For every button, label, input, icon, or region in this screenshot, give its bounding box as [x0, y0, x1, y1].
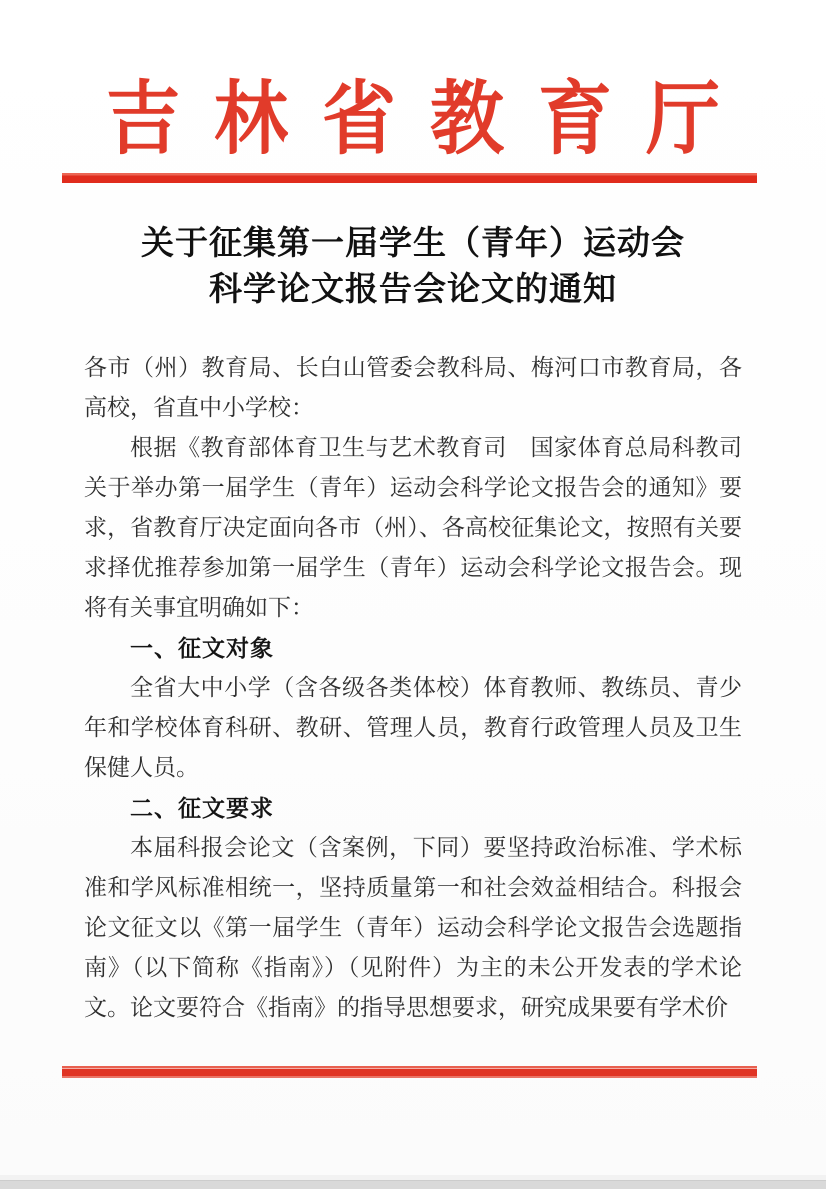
letterhead-title: 吉林省教育厅	[106, 76, 754, 165]
section-2-text: 本届科报会论文（含案例，下同）要坚持政治标准、学术标准和学风标准相统一，坚持质量第一和社会效益相结合。科报会论文征文以《第一届学生（青年）运动会科学论文报告会选题指南》（以下简称《指南》）（见附件）为主的未公开发表的学术论文。论文要符合《指南》的指导思想要求，研究成果要有学术价	[84, 835, 742, 1020]
document-title	[0, 221, 826, 313]
document-title-line-2: 科学论文报告会论文的通知	[209, 272, 617, 308]
document-body	[84, 348, 742, 1028]
footer-red-rule	[62, 1066, 757, 1078]
header-red-rule	[62, 173, 757, 183]
screenshot-bottom-edge	[0, 1180, 826, 1189]
intro-paragraph: 根据《教育部体育卫生与艺术教育司 国家体育总局科教司关于举办第一届学生（青年）运动会科学论文报告会的通知》要求，省教育厅决定面向各市（州）、各高校征集论文，按照有关要求择优推荐参加第一届学生（青年）运动会科学论文报告会。现将有关事宜明确如下：	[84, 435, 742, 620]
document-title-line-1: 关于征集第一届学生（青年）运动会	[141, 226, 685, 262]
salutation: 各市（州）教育局、长白山管委会教科局、梅河口市教育局，各高校，省直中小学校：	[84, 355, 742, 420]
section-1-text: 全省大中小学（含各级各类体校）体育教师、教练员、青少年和学校体育科研、教研、管理人员，教育行政管理人员及卫生保健人员。	[84, 675, 742, 780]
section-2-heading: 二、征文要求	[130, 795, 274, 821]
section-1-heading: 一、征文对象	[130, 635, 274, 661]
